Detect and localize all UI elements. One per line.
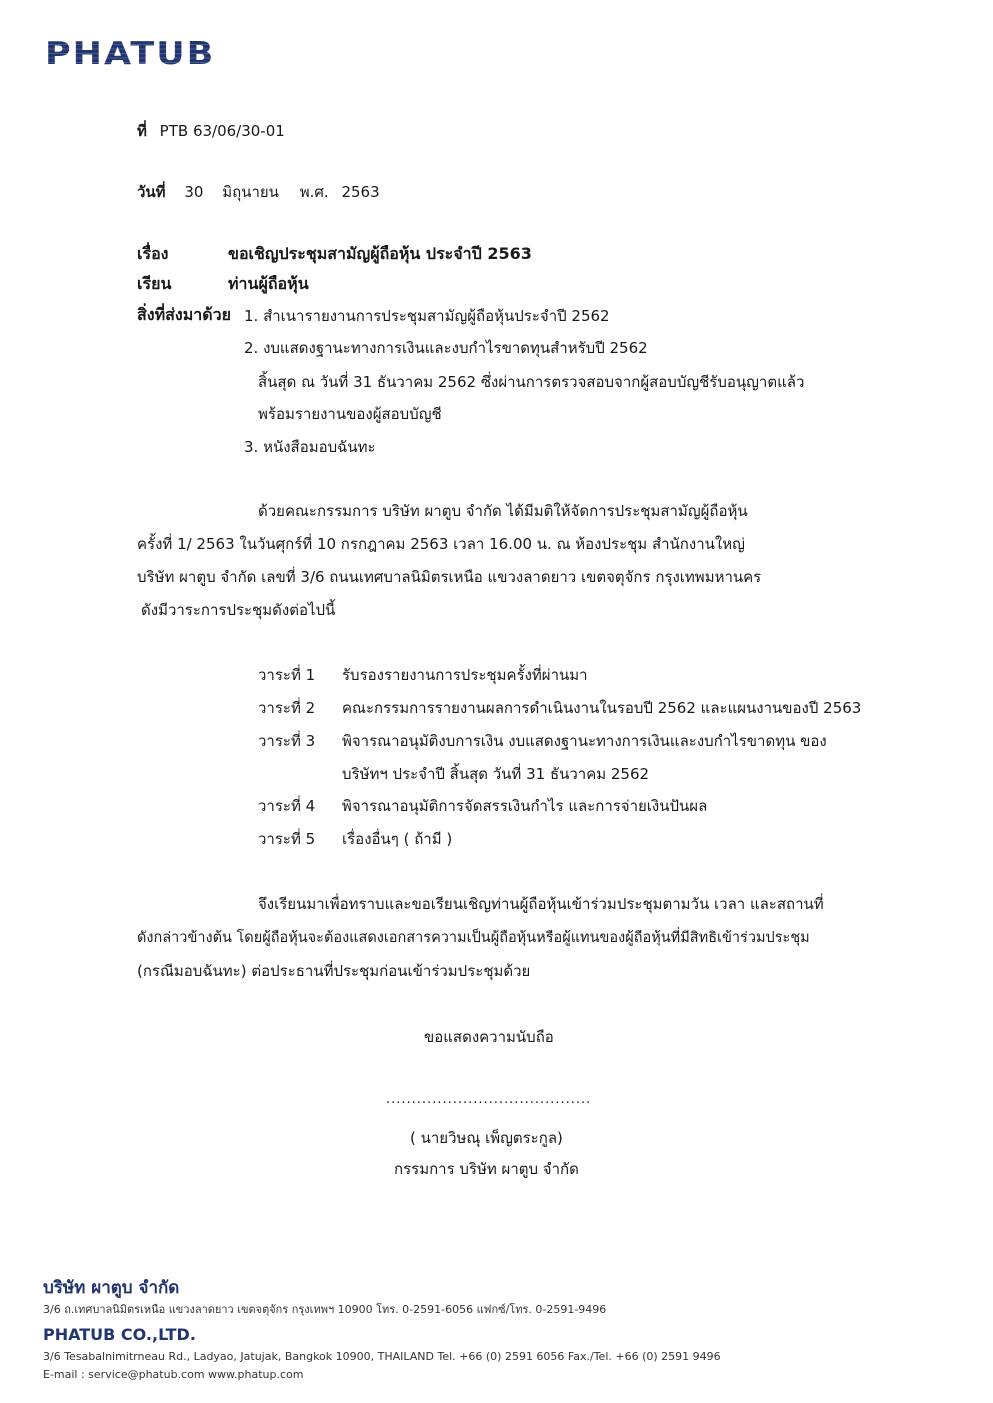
subject-value: ขอเชิญประชุมสามัญผู้ถือหุ้น ประจำปี 2563 [228, 244, 532, 263]
paragraph-1-line: ดังมีวาระการประชุมดังต่อไปนี้ [141, 601, 336, 619]
footer-english-company: PHATUB CO.,LTD. [43, 1325, 196, 1344]
agenda-text: เรื่องอื่นๆ ( ถ้ามี ) [342, 830, 453, 848]
recipient-label: เรียน [137, 274, 172, 293]
date-day: 30 [184, 183, 204, 201]
paragraph-1-line: บริษัท ผาตูบ จำกัด เลขที่ 3/6 ถนนเทศบาลนิมิตรเหนือ แขวงลาดยาว เขตจตุจักร กรุงเทพมหานคร [137, 568, 762, 586]
enclosure-item: 1. สำเนารายงานการประชุมสามัญผู้ถือหุ้นประจำปี 2562 [244, 307, 610, 325]
enclosures-label: สิ่งที่ส่งมาด้วย [137, 305, 231, 324]
footer-contact: E-mail : service@phatub.com www.phatup.com [43, 1368, 304, 1381]
enclosure-item-continued: สิ้นสุด ณ วันที่ 31 ธันวาคม 2562 ซึ่งผ่านการตรวจสอบจากผู้สอบบัญชีรับอนุญาตแล้ว [258, 373, 805, 391]
reference-label: ที่ [137, 122, 147, 140]
footer-english-address: 3/6 Tesabalnimitrneau Rd., Ladyao, Jatujak, Bangkok 10900, THAILAND Tel. +66 (0) 2591 6056 Fax./Tel. +66 (0) 2591 9496 [43, 1350, 721, 1363]
enclosure-item: 3. หนังสือมอบฉันทะ [244, 438, 376, 456]
agenda-text: พิจารณาอนุมัติการจัดสรรเงินกำไร และการจ่ายเงินปันผล [342, 797, 708, 815]
agenda-label: วาระที่ 2 [258, 699, 316, 717]
reference-value: PTB 63/06/30-01 [159, 122, 285, 140]
closing: ขอแสดงความนับถือ [424, 1028, 554, 1046]
recipient-value: ท่านผู้ถือหุ้น [228, 274, 309, 293]
date-year: 2563 [341, 183, 380, 201]
agenda-label: วาระที่ 1 [258, 666, 316, 684]
agenda-text: คณะกรรมการรายงานผลการดำเนินงานในรอบปี 2562 และแผนงานของปี 2563 [342, 699, 862, 717]
signatory-name: ( นายวิษณุ เพ็ญตระกูล) [410, 1129, 563, 1147]
date-month: มิถุนายน [222, 183, 279, 201]
company-logo: PHATUB [45, 36, 216, 72]
date-line [137, 180, 380, 204]
signature-line: ........................................ [386, 1092, 592, 1107]
agenda-label: วาระที่ 5 [258, 830, 316, 848]
subject-label: เรื่อง [137, 244, 169, 263]
footer-thai-address: 3/6 ถ.เทศบาลนิมิตรเหนือ แขวงลาดยาว เขตจตุจักร กรุงเทพฯ 10900 โทร. 0-2591-6056 แฟกซ์/โทร. 0-2591-9496 [43, 1303, 607, 1316]
paragraph-1-line: ครั้งที่ 1/ 2563 ในวันศุกร์ที่ 10 กรกฎาคม 2563 เวลา 16.00 น. ณ ห้องประชุม สำนักงานใหญ่ [137, 535, 745, 553]
signatory-title: กรรมการ บริษัท ผาตูบ จำกัด [394, 1160, 579, 1178]
paragraph-2-line: (กรณีมอบฉันทะ) ต่อประธานที่ประชุมก่อนเข้าร่วมประชุมด้วย [137, 962, 531, 980]
paragraph-2-line: จึงเรียนมาเพื่อทราบและขอเรียนเชิญท่านผู้ถือหุ้นเข้าร่วมประชุมตามวัน เวลา และสถานที่ [258, 895, 824, 913]
paragraph-1-line: ด้วยคณะกรรมการ บริษัท ผาตูบ จำกัด ได้มีมติให้จัดการประชุมสามัญผู้ถือหุ้น [258, 502, 748, 520]
agenda-label: วาระที่ 4 [258, 797, 316, 815]
date-label: วันที่ [137, 183, 166, 201]
paragraph-2-line: ดังกล่าวข้างต้น โดยผู้ถือหุ้นจะต้องแสดงเอกสารความเป็นผู้ถือหุ้นหรือผู้แทนของผู้ถือหุ้นที่มีสิทธิเข้าร่วมประชุม [137, 930, 810, 946]
enclosure-item-continued: พร้อมรายงานของผู้สอบบัญชี [258, 405, 442, 423]
reference-line [137, 119, 285, 143]
agenda-text: พิจารณาอนุมัติงบการเงิน งบแสดงฐานะทางการเงินและงบกำไรขาดทุน ของ [342, 732, 827, 750]
enclosure-item: 2. งบแสดงฐานะทางการเงินและงบกำไรขาดทุนสำหรับปี 2562 [244, 339, 648, 357]
date-era: พ.ศ. [299, 183, 329, 201]
agenda-text: รับรองรายงานการประชุมครั้งที่ผ่านมา [342, 666, 588, 684]
footer-thai-company: บริษัท ผาตูบ จำกัด [43, 1278, 180, 1298]
agenda-label: วาระที่ 3 [258, 732, 316, 750]
agenda-text-continued: บริษัทฯ ประจำปี สิ้นสุด วันที่ 31 ธันวาคม 2562 [342, 765, 650, 783]
